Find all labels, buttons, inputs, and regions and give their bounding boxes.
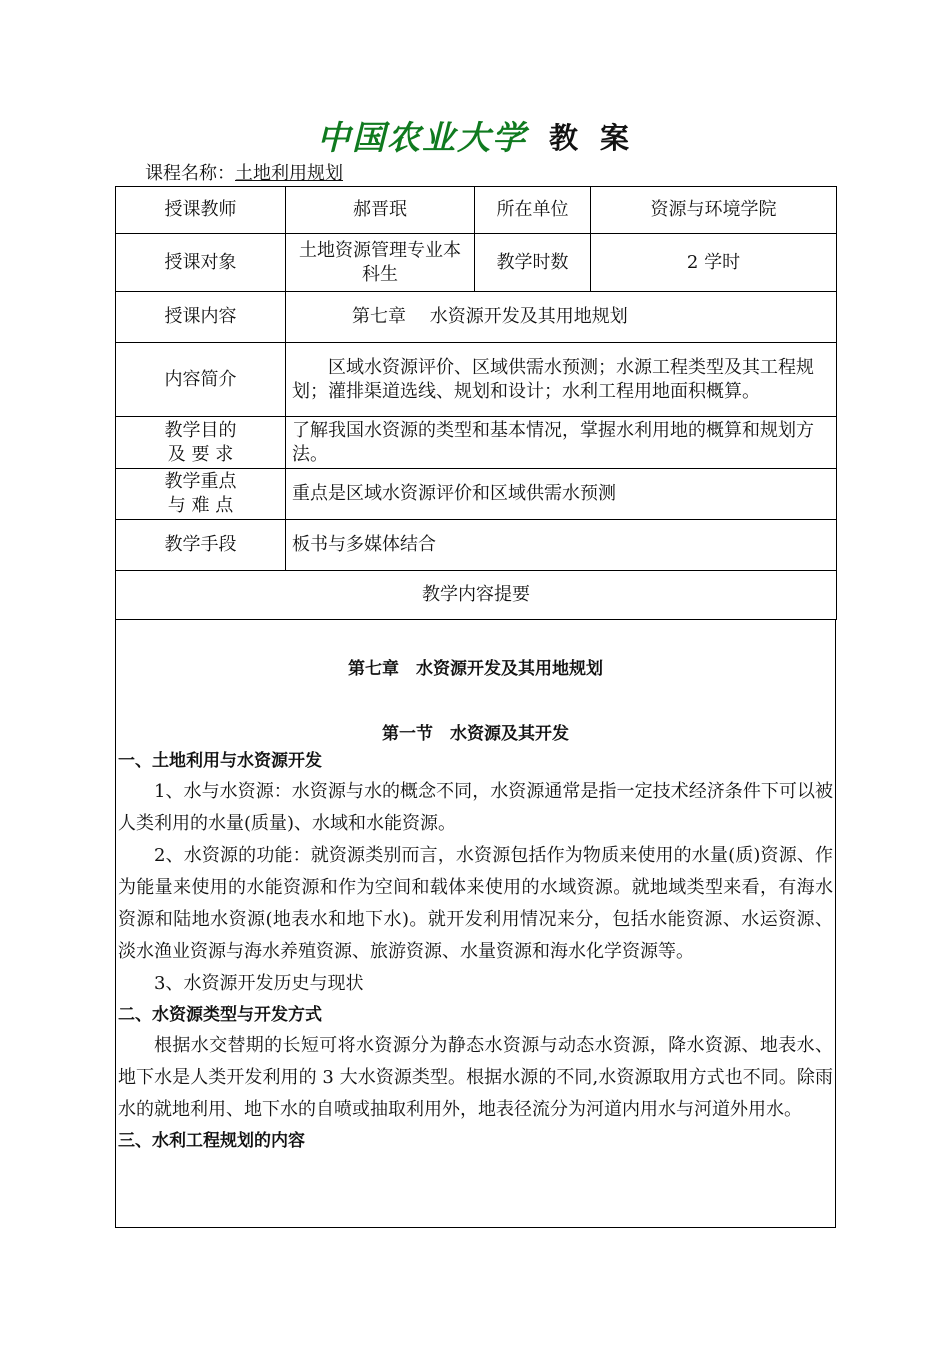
table-row	[116, 343, 837, 417]
audience-value: 土地资源管理专业本科生	[286, 234, 475, 292]
table-row	[116, 292, 837, 343]
table-row	[116, 469, 837, 520]
paragraph-1: 1、水与水资源：水资源与水的概念不同，水资源通常是指一定技术经济条件下可以被人类利用的水量(质量)、水域和水能资源。	[118, 781, 833, 834]
goal-label-line-1: 教学目的	[164, 419, 237, 441]
audience-label: 授课对象	[116, 234, 286, 292]
lesson-info-table	[115, 186, 837, 620]
outline-header: 教学内容提要	[116, 571, 837, 620]
key-label-line-1: 教学重点	[164, 471, 237, 492]
means-value: 板书与多媒体结合	[286, 520, 837, 571]
table-row	[116, 417, 837, 469]
paragraph-3: 3、水资源开发历史与现状	[154, 973, 364, 994]
goal-value: 了解我国水资源的类型和基本情况，掌握水利用地的概算和规划方法。	[286, 417, 837, 469]
lesson-content	[115, 619, 836, 1228]
page-title: 教 案	[548, 121, 636, 155]
goal-label	[116, 417, 286, 469]
heading-2: 二、水资源类型与开发方式	[118, 1005, 322, 1025]
summary-label: 内容简介	[116, 343, 286, 417]
key-label	[116, 469, 286, 520]
table-row	[116, 520, 837, 571]
unit-label: 所在单位	[475, 187, 591, 234]
teacher-label: 授课教师	[116, 187, 286, 234]
university-logo: 中国农业大学	[316, 118, 527, 157]
means-label: 教学手段	[116, 520, 286, 571]
table-row	[116, 571, 837, 620]
content-value: 第七章 水资源开发及其用地规划	[286, 292, 837, 343]
key-value: 重点是区域水资源评价和区域供需水预测	[286, 469, 837, 520]
paragraph-4: 根据水交替期的长短可将水资源分为静态水资源与动态水资源，降水资源、地表水、地下水是人类开发利用的 3 大水资源类型。根据水源的不同,水资源取用方式也不同。除雨水的就地利用、地下水的自喷或抽取利用外，地表径流分为河道内用水与河道外用水。	[118, 1035, 833, 1120]
table-row	[116, 234, 837, 292]
key-label-line-2: 与 难 点	[167, 495, 234, 516]
page-header	[0, 118, 952, 158]
chapter-title: 第七章 水资源开发及其用地规划	[348, 659, 603, 679]
course-name-value: 土地利用规划	[235, 163, 343, 184]
teacher-value: 郝晋珉	[286, 187, 475, 234]
section-title: 第一节 水资源及其开发	[382, 724, 569, 744]
summary-value: 区域水资源评价、区域供需水预测；水源工程类型及其工程规划；灌排渠道选线、规划和设计；水利工程用地面积概算。	[286, 343, 837, 417]
course-name-label: 课程名称：	[145, 163, 235, 184]
goal-label-line-2: 及 要 求	[167, 443, 234, 465]
paragraph-2: 2、水资源的功能：就资源类别而言，水资源包括作为物质来使用的水量(质)资源、作为能量来使用的水能资源和作为空间和载体来使用的水域资源。就地域类型来看，有海水资源和陆地水资源(地表水和地下水)。就开发利用情况来分，包括水能资源、水运资源、淡水渔业资源与海水养殖资源、旅游资源、水量资源和海水化学资源等。	[118, 845, 833, 962]
hours-label: 教学时数	[475, 234, 591, 292]
content-label: 授课内容	[116, 292, 286, 343]
unit-value: 资源与环境学院	[591, 187, 837, 234]
hours-value: 2 学时	[591, 234, 837, 292]
table-row	[116, 187, 837, 234]
heading-1: 一、土地利用与水资源开发	[118, 751, 322, 771]
course-name-line	[145, 162, 343, 186]
heading-3: 三、水利工程规划的内容	[118, 1131, 305, 1151]
